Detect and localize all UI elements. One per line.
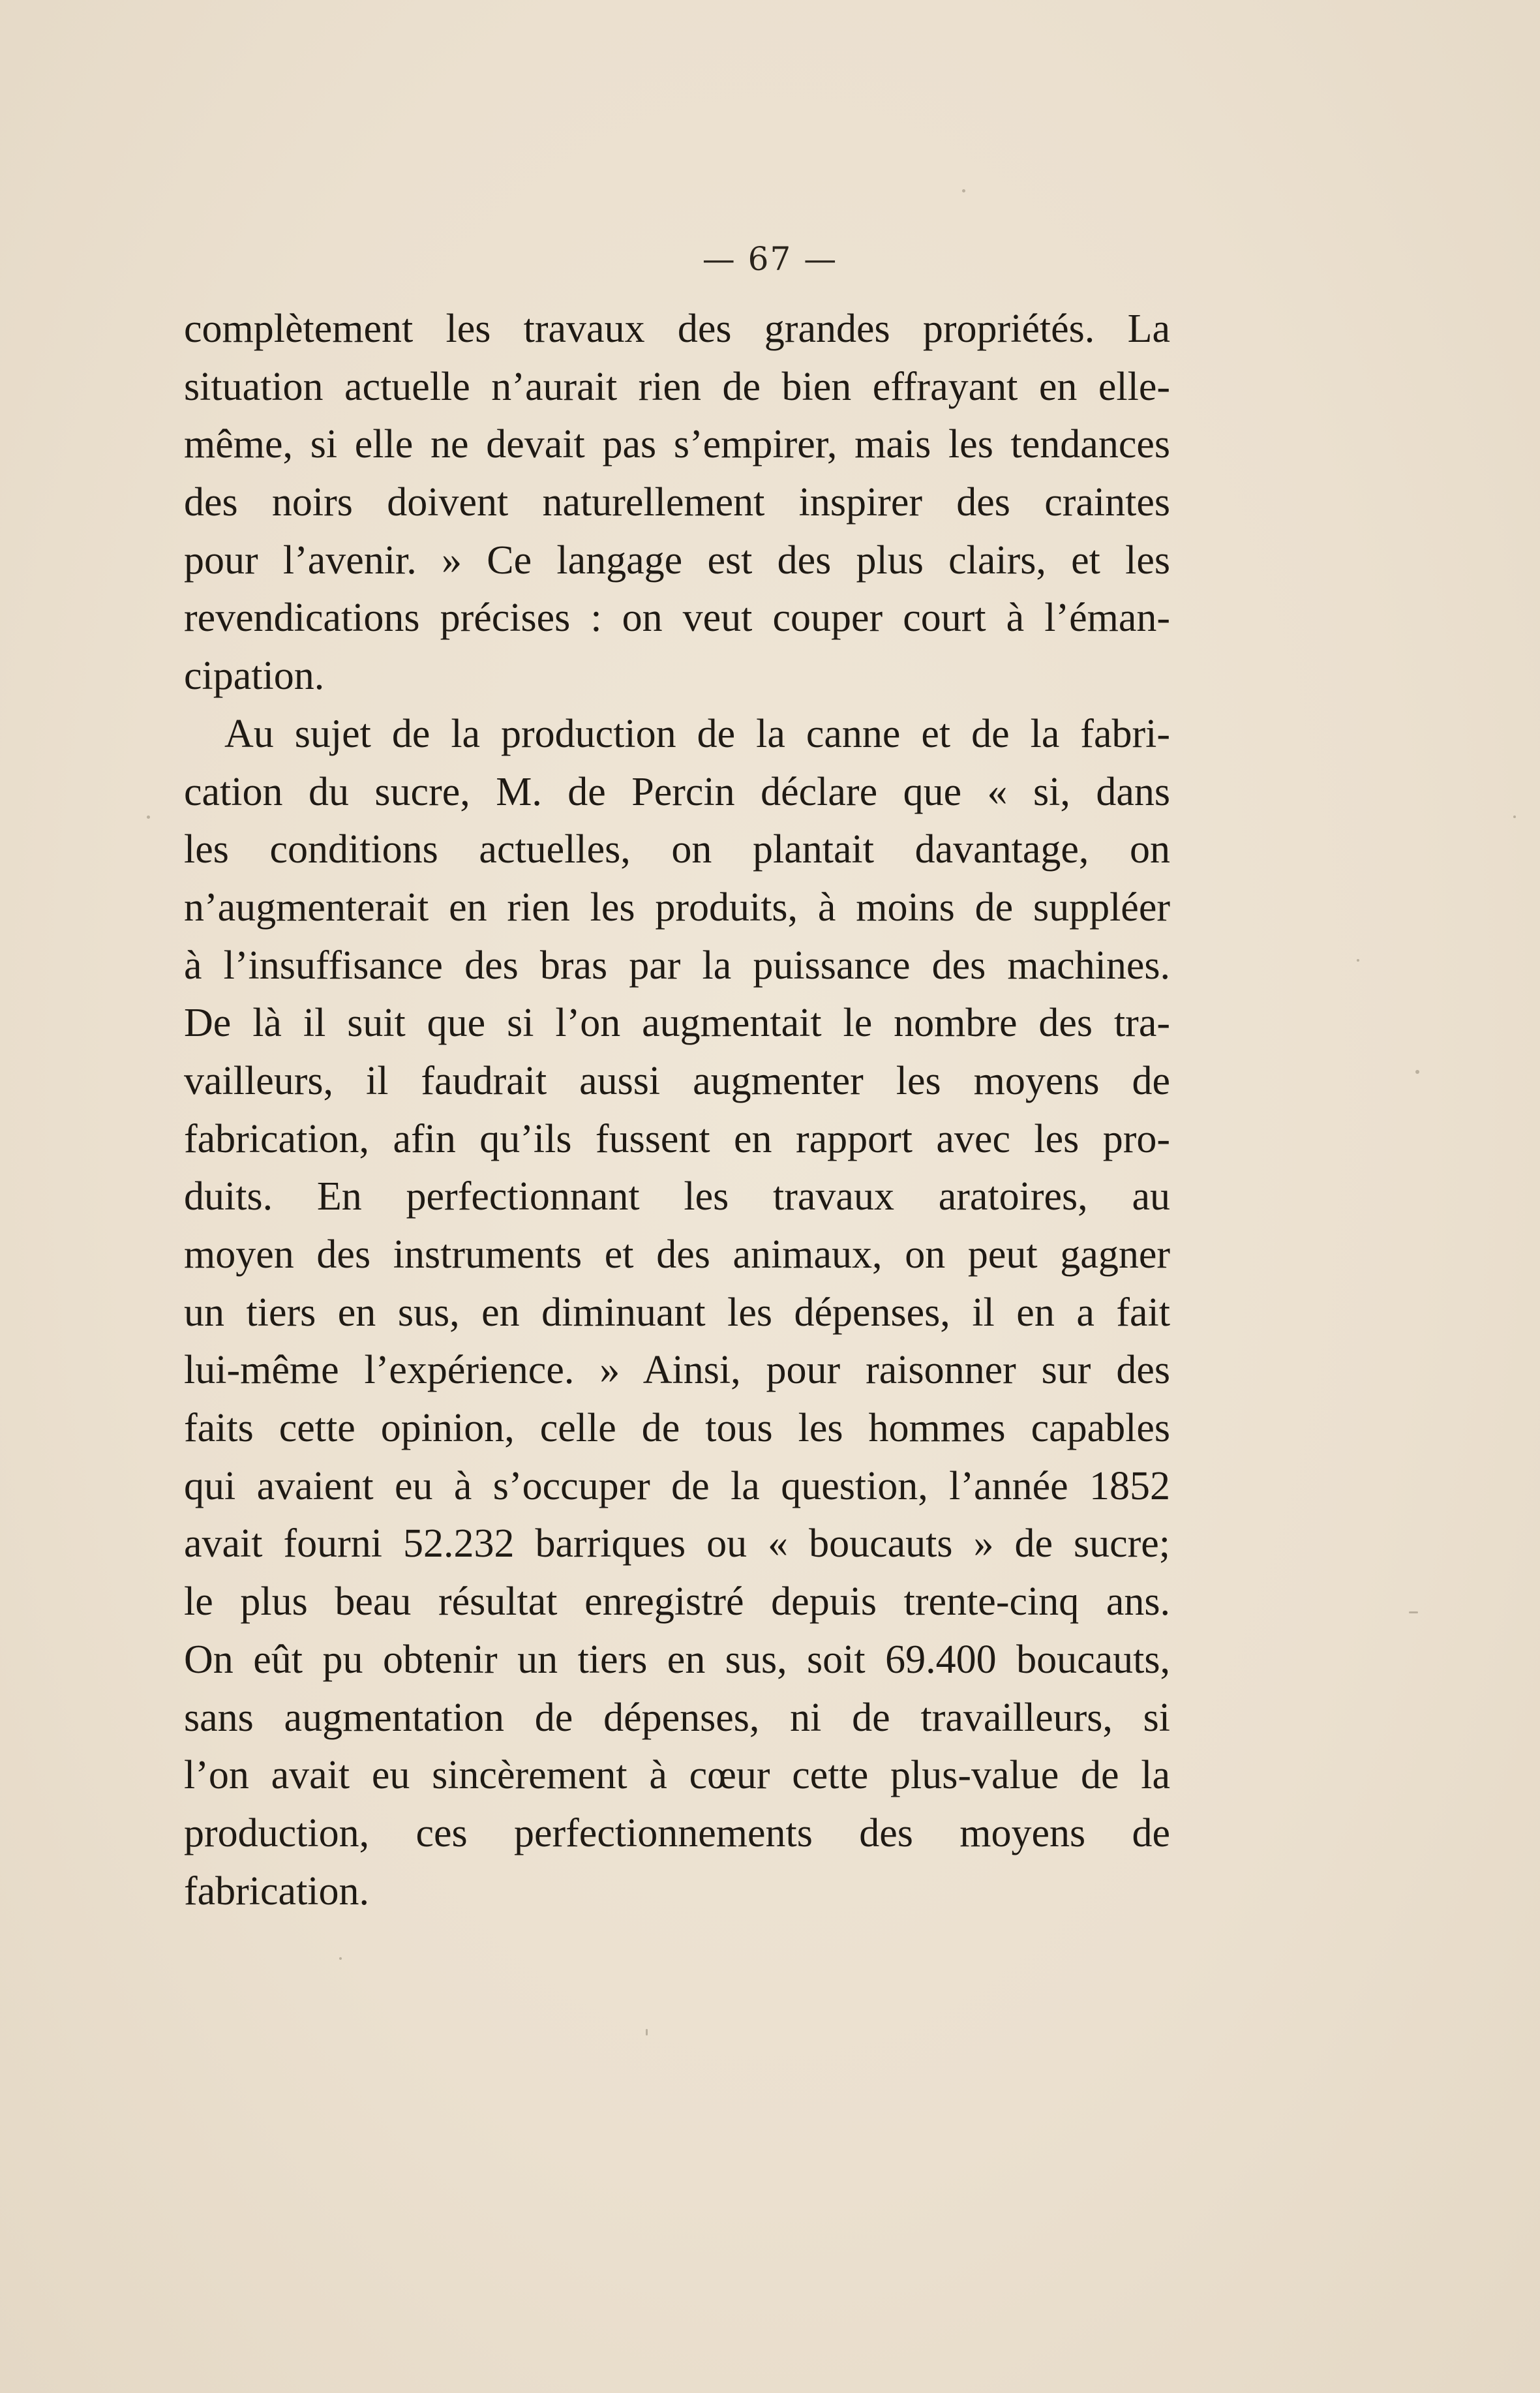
text-line: moyen des instruments et des animaux, on peut gagner bbox=[184, 1232, 1170, 1277]
text-line: cipation. bbox=[184, 654, 325, 699]
text-line: un tiers en sus, en diminuant les dépenses, il en a fait bbox=[184, 1290, 1170, 1335]
text-line: production, ces perfectionnements des moyens de bbox=[184, 1810, 1170, 1855]
paper-speck bbox=[339, 1957, 342, 1960]
paper-speck bbox=[962, 189, 965, 192]
paper-speck bbox=[1415, 1070, 1419, 1074]
text-line: vailleurs, il faudrait aussi augmenter les moyens de bbox=[184, 1058, 1170, 1103]
paper-speck bbox=[1513, 815, 1516, 818]
text-line: fabrication, afin qu’ils fussent en rapport avec les pro- bbox=[184, 1116, 1170, 1161]
text-line: sans augmentation de dépenses, ni de travailleurs, si bbox=[184, 1695, 1170, 1740]
text-line: lui-même l’expérience. » Ainsi, pour raisonner sur des bbox=[184, 1348, 1170, 1393]
paper-speck bbox=[646, 2029, 648, 2035]
paper-speck bbox=[1357, 959, 1359, 962]
text-line: faits cette opinion, celle de tous les hommes capables bbox=[184, 1406, 1170, 1451]
text-line: revendications précises : on veut couper court à l’éman- bbox=[184, 596, 1170, 641]
text-line: avait fourni 52.232 barriques ou « boucauts » de sucre; bbox=[184, 1521, 1170, 1566]
paper-speck bbox=[147, 815, 150, 819]
text-line: cation du sucre, M. de Percin déclare que « si, dans bbox=[184, 769, 1170, 814]
text-line: De là il suit que si l’on augmentait le nombre des tra- bbox=[184, 1001, 1170, 1046]
text-line: les conditions actuelles, on plantait davantage, on bbox=[184, 827, 1170, 872]
text-line: qui avaient eu à s’occuper de la question, l’année 1852 bbox=[184, 1463, 1170, 1508]
body-text bbox=[184, 300, 1170, 1920]
text-line: duits. En perfectionnant les travaux aratoires, au bbox=[184, 1174, 1170, 1219]
text-line: même, si elle ne devait pas s’empirer, mais les tendances bbox=[184, 422, 1170, 467]
text-line: complètement les travaux des grandes propriétés. La bbox=[184, 307, 1170, 351]
text-line: n’augmenterait en rien les produits, à moins de suppléer bbox=[184, 885, 1170, 930]
text-line: fabrication. bbox=[184, 1868, 370, 1913]
paper-speck bbox=[1409, 1611, 1418, 1613]
text-line: pour l’avenir. » Ce langage est des plus clairs, et les bbox=[184, 538, 1170, 583]
page-number: — 67 — bbox=[702, 240, 838, 278]
text-line: à l’insuffisance des bras par la puissance des machines. bbox=[184, 943, 1170, 988]
text-line: le plus beau résultat enregistré depuis trente-cinq ans. bbox=[184, 1579, 1170, 1624]
text-line: l’on avait eu sincèrement à cœur cette plus-value de la bbox=[184, 1753, 1170, 1798]
text-line: Au sujet de la production de la canne et de la fabri- bbox=[224, 711, 1170, 756]
text-line: des noirs doivent naturellement inspirer des craintes bbox=[184, 480, 1170, 525]
text-line: situation actuelle n’aurait rien de bien effrayant en elle- bbox=[184, 364, 1170, 409]
text-line: On eût pu obtenir un tiers en sus, soit 69.400 boucauts, bbox=[184, 1637, 1170, 1682]
